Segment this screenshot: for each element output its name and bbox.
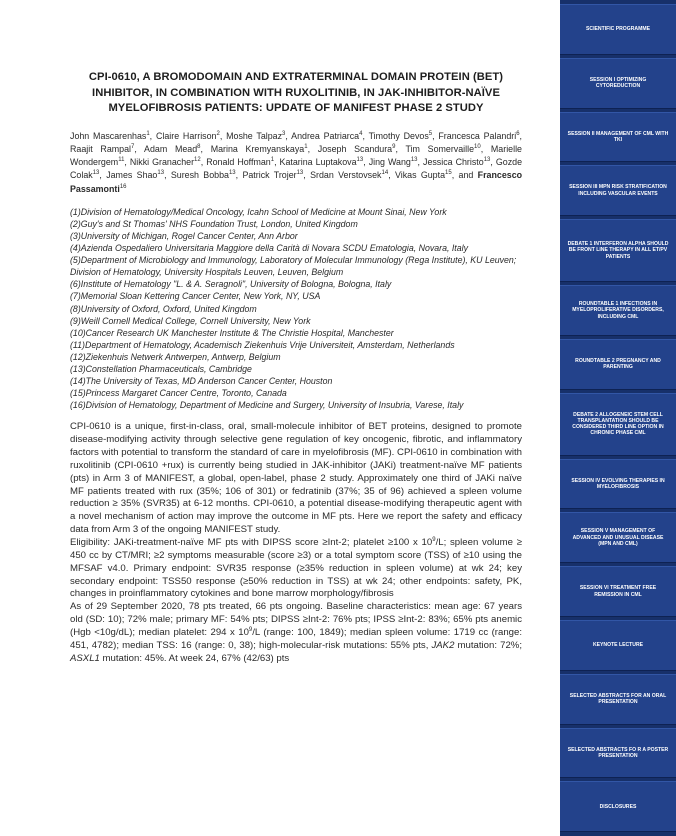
author-affiliation-ref: 2 — [216, 130, 220, 137]
sidebar-nav-item[interactable]: SCIENTIFIC PROGRAMME — [560, 4, 676, 55]
author-name: Srdan Verstovsek — [310, 170, 382, 181]
author-name: Patrick Trojer — [242, 170, 297, 181]
sidebar-nav-item[interactable]: SESSION III MPN RISK STRATIFICATION INCLUDING VASCULAR EVENTS — [560, 165, 676, 216]
sidebar-nav-item[interactable]: SESSION II MANAGEMENT OF CML WITH TKI — [560, 112, 676, 163]
author-affiliation-ref: 7 — [131, 144, 135, 151]
affiliation-item: (13)Constellation Pharmaceuticals, Cambridge — [70, 364, 252, 375]
affiliation-item: (11)Department of Hematology, Academisch Ziekenhuis Vrije Universiteit, Amsterdam, Netherlands — [70, 339, 455, 350]
affiliation-item: (5)Department of Microbiology and Immunology, Laboratory of Molecular Immunology (Rega Institute), KU Leuven; Division of Hematology, University Hospitals Leuven, Leuven, Belgium — [70, 255, 517, 278]
author-affiliation-ref: 12 — [194, 157, 201, 164]
affiliation-item: (6)Institute of Hematology "L. & A. Seragnoli", University of Bologna, Bologna, Italy — [70, 279, 392, 290]
sidebar-nav-item[interactable]: DEBATE 1 INTERFERON ALPHA SHOULD BE FRONT LINE THERAPY IN ALL ET/PV PATIENTS — [560, 219, 676, 282]
author-affiliation-ref: 10 — [474, 144, 481, 151]
author-name: Francesca Palandri — [438, 130, 517, 141]
affiliation-item: (14)The University of Texas, MD Anderson Cancer Center, Houston — [70, 376, 333, 387]
sidebar-nav-item[interactable]: SESSION VI TREATMENT FREE REMISSION IN CML — [560, 566, 676, 617]
author-affiliation-ref: 16 — [119, 183, 127, 190]
paragraph-background: CPI-0610 is a unique, first-in-class, oral, small-molecule inhibitor of BET proteins, designed to promote disease-modifying activity through selective gene regulation of key oncogenic, fibrotic, and inflammatory factors with potential to transform the standard of care in myelofibrosis (MF). CPI-0610 in combination with ruxolitinib (CPI-0610 +rux) is currently being studied in JAK-inhibitor (JAKi) treatment-naïve MF patients (pts) in Arm 3 of MANIFEST, a global, open-label, phase 2 study. Approximately one third of JAKi naïve MF patients treated with rux (35%; 106 of 301) or fedratinib (37%; 35 of 96) achieved a spleen volume reduction ≥ 35% (SVR35) at 6-12 months. CPI-0610, a potential disease-modifying therapeutic agent with a novel mechanism of action may improve the outcome in MF pts. Here we report the safety and efficacy data from Arm 3 of the ongoing MANIFEST study. — [70, 421, 522, 536]
sidebar-nav-item[interactable]: SESSION IV EVOLVING THERAPIES IN MYELOFIBROSIS — [560, 459, 676, 510]
sidebar-nav-item[interactable]: DISCLOSURES — [560, 781, 676, 832]
paragraph-results: As of 29 September 2020, 78 pts treated, 66 pts ongoing. Baseline characteristics: mean age: 67 years old (SD: 10); 72% male; primary MF: 54% pts; DIPSS ≥Int-2: 76% pts; IPSS ≥Int-2: 83%; 65% pts anemic (Hgb <10g/dL); median platelet: 294 x $10^9/L$ (range: 100, 1849); median spleen volume: 1719 cc (range: 451, 4782); median TSS: 16 (range: 0, 38); high-molecular-risk mutations: 55% pts, JAK2 mutation: 72%; ASXL1 mutation: 45%. At week 24, 67% (42/63) pts — [70, 601, 522, 664]
affiliation-item: (4)Azienda Ospedaliero Universitaria Maggiore della Carità di Novara SCDU Ematologia, Novara, Italy — [70, 243, 468, 254]
author-name: Joseph Scandura — [317, 143, 393, 154]
author-affiliation-ref: 13 — [296, 170, 304, 177]
author-affiliation-ref: 1 — [270, 157, 275, 164]
author-affiliation-ref: 1 — [304, 144, 308, 151]
author-name: Gozde Colak — [70, 157, 523, 181]
author-list: John Mascarenhas$^1$, Claire Harrison$^2$, Moshe Talpaz$^3$, Andrea Patriarca$^4$, Timothy Devos$^5$, Francesca Palandri$^6$, Raajit Rampal$^7$, Adam Mead$^8$, Marina Kremyanskaya$^1$, Joseph Scandura$^9$, Tim Somervaille$^{10}$, Marielle Wondergem$^{11}$, Nikki Granacher$^{12}$, Ronald Hoffman$^1$, Katarina Luptakova$^{13}$, Jing Wang$^{13}$, Jessica Christo$^{13}$, Gozde Colak$^{13}$, James Shao$^{13}$, Suresh Bobba$^{13}$, Patrick Trojer$^{13}$, Srdan Verstovsek$^{14}$, Vikas Gupta$^{15}$, and Francesco Passamonti$^{16}$ — [70, 130, 523, 194]
affiliation-item: (9)Weill Cornell Medical College, Cornell University, New York — [70, 315, 311, 326]
sidebar-nav-item[interactable]: ROUNDTABLE 1 INFECTIONS IN MYELOPROLIFERATIVE DISORDERS, INCLUDING CML — [560, 285, 676, 336]
author-affiliation-ref: 13 — [410, 157, 418, 164]
author-name: Andrea Patriarca — [291, 130, 360, 141]
author-name: Tim Somervaille — [405, 143, 475, 154]
author-affiliation-ref: 13 — [157, 170, 165, 177]
author-affiliation-ref: 8 — [197, 144, 201, 151]
presenting-author-name: Francesco Passamonti — [70, 170, 523, 194]
author-affiliation-ref: 5 — [428, 130, 433, 137]
affiliation-item: (12)Ziekenhuis Netwerk Antwerpen, Antwerp, Belgium — [70, 351, 281, 362]
sidebar-nav-item[interactable]: SELECTED ABSTRACTS FO R A POSTER PRESENTATION — [560, 728, 676, 779]
affiliation-item: (1)Division of Hematology/Medical Oncology, Icahn School of Medicine at Mount Sinai, New York — [70, 206, 447, 217]
author-affiliation-ref: 4 — [359, 130, 363, 137]
author-name: Jing Wang — [368, 157, 411, 168]
author-name: Adam Mead — [144, 143, 198, 154]
author-affiliation-ref: 13 — [228, 170, 236, 177]
author-name: Marina Kremyanskaya — [210, 143, 305, 154]
section-navigation-sidebar — [560, 0, 676, 836]
author-name: Timothy Devos — [368, 130, 429, 141]
author-name: Vikas Gupta — [394, 170, 446, 181]
author-name: Suresh Bobba — [170, 170, 229, 181]
sidebar-nav-item[interactable]: KEYNOTE LECTURE — [560, 620, 676, 671]
author-affiliation-ref: 14 — [381, 170, 389, 177]
sidebar-nav-item[interactable]: SELECTED ABSTRACTS FOR AN ORAL PRESENTATION — [560, 674, 676, 725]
affiliation-item: (8)University of Oxford, Oxford, United Kingdom — [70, 303, 257, 314]
sidebar-nav-item[interactable]: ROUNDTABLE 2 PREGNANCY AND PARENTING — [560, 339, 676, 390]
author-name: John Mascarenhas — [70, 130, 147, 141]
author-name: Marielle Wondergem — [70, 143, 522, 168]
author-affiliation-ref: 13 — [356, 157, 364, 164]
abstract-content — [70, 70, 522, 665]
abstract-body — [70, 421, 522, 665]
author-conjunction: and — [458, 170, 474, 181]
author-name: Moshe Talpaz — [226, 130, 283, 141]
author-affiliation-ref: 6 — [516, 130, 520, 137]
affiliation-item: (3)University of Michigan, Rogel Cancer Center, Ann Arbor — [70, 230, 298, 241]
affiliation-item: (2)Guy's and St Thomas' NHS Foundation Trust, London, United Kingdom — [70, 218, 358, 229]
sidebar-nav-item[interactable]: SESSION V MANAGEMENT OF ADVANCED AND UNUSUAL DISEASE (MPN AND CML) — [560, 512, 676, 563]
author-name: Nikki Granacher — [129, 157, 195, 168]
author-affiliation-ref: 13 — [483, 157, 491, 164]
affiliation-list — [70, 206, 522, 412]
sidebar-nav-item[interactable]: DEBATE 2 ALLOGENEIC STEM CELL TRANSPLANTATION SHOULD BE CONSIDERED THIRD LINE OPTION IN CHRONIC PHASE CML — [560, 393, 676, 456]
author-affiliation-ref: 11 — [118, 157, 125, 164]
author-name: Katarina Luptakova — [279, 157, 357, 168]
author-name: Raajit Rampal — [70, 143, 131, 154]
paragraph-methods: Eligibility: JAKi-treatment-naïve MF pts with DIPSS score ≥Int-2; platelet ≥100 x $10^9/L$; spleen volume ≥ 450 cc by CT/MRI; ≥2 symptoms measurable (score ≥3) or a total symptom score (TSS) of ≥10 using the MFSAF v4.0. Primary endpoint: SVR35 response (≥35% reduction in spleen volume) at wk 24; key secondary endpoint: TSS50 response (≥50% reduction in TSS) at wk 24; other endpoints: safety, PK, changes in proinflammatory cytokines and bone marrow morphology/fibrosis — [70, 536, 522, 600]
sidebar-nav-item[interactable]: SESSION I OPTIMIZING CYTOREDUCTION — [560, 58, 676, 109]
author-affiliation-ref: 13 — [92, 170, 100, 177]
affiliation-item: (15)Princess Margaret Cancer Centre, Toronto, Canada — [70, 388, 287, 399]
author-affiliation-ref: 15 — [445, 170, 452, 177]
author-affiliation-ref: 3 — [282, 130, 286, 137]
abstract-title: CPI-0610, A BROMODOMAIN AND EXTRATERMINAL DOMAIN PROTEIN (BET) INHIBITOR, IN COMBINATION WITH RUXOLITINIB, IN JAK-INHIBITOR-NAÏVE MYELOFIBROSIS PATIENTS: UPDATE OF MANIFEST PHASE 2 STUDY — [88, 71, 504, 115]
author-affiliation-ref: 1 — [146, 130, 150, 137]
author-name: James Shao — [106, 170, 158, 181]
author-affiliation-ref: 9 — [392, 144, 396, 151]
author-name: Jessica Christo — [423, 157, 484, 168]
affiliation-item: (7)Memorial Sloan Kettering Cancer Center, New York, NY, USA — [70, 291, 321, 302]
affiliation-item: (16)Division of Hematology, Department of Medicine and Surgery, University of Insubria, Varese, Italy — [70, 400, 464, 411]
author-name: Ronald Hoffman — [206, 157, 271, 168]
author-name: Claire Harrison — [155, 130, 217, 141]
affiliation-item: (10)Cancer Research UK Manchester Institute & The Christie Hospital, Manchester — [70, 327, 394, 338]
